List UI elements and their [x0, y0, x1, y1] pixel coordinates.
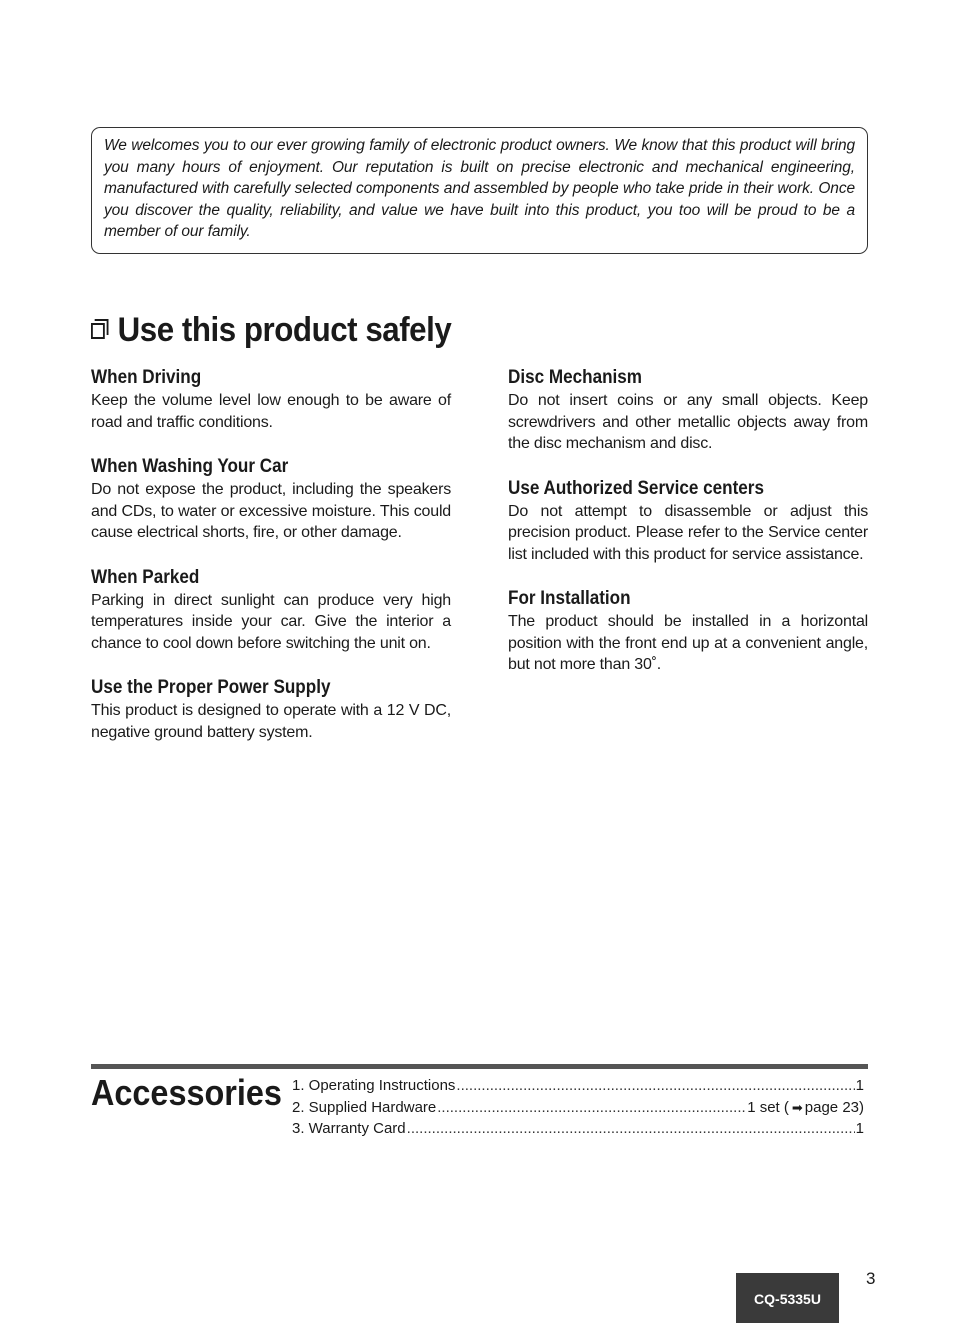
accessory-qty: 1	[855, 1120, 864, 1137]
accessory-label: 3. Warranty Card	[292, 1120, 406, 1137]
safety-item-body: Do not expose the product, including the speakers and CDs, to water or excessive moisture. This could cause electrical shorts, fire, or other damage.	[91, 481, 451, 541]
safety-item-body: The product should be installed in a horizontal position with the front end up at a convenient angle, but not more than 30˚.	[508, 613, 868, 673]
safety-item-heading: When Parked	[91, 566, 200, 588]
accessory-qty: 1 set (	[747, 1098, 789, 1116]
page-number: 3	[866, 1269, 876, 1288]
safety-item	[508, 476, 868, 566]
safety-item-body: Do not insert coins or any small objects. Keep screwdrivers and other metallic objects away from the disc mechanism and disc.	[508, 392, 868, 452]
leader-dots	[437, 1097, 746, 1119]
safety-item-heading: Disc Mechanism	[508, 367, 643, 388]
accessory-item	[292, 1118, 864, 1140]
safety-column-left	[91, 365, 451, 764]
accessories-list	[292, 1075, 864, 1140]
accessory-page-ref: page 23)	[804, 1098, 864, 1116]
safety-item-heading: Use Authorized Service centers	[508, 477, 764, 499]
safety-item-body: Keep the volume level low enough to be aware of road and traffic conditions.	[91, 392, 451, 431]
leader-dots	[456, 1075, 854, 1097]
safety-item-heading: Use the Proper Power Supply	[91, 677, 331, 698]
accessories-divider	[91, 1064, 868, 1069]
accessories-title: Accessories	[91, 1072, 282, 1113]
accessory-qty: 1	[855, 1077, 864, 1094]
accessory-item	[292, 1075, 864, 1097]
section-title-text: Use this product safely	[117, 311, 452, 349]
safety-item	[91, 454, 451, 544]
section-title	[91, 308, 451, 352]
welcome-box	[91, 127, 868, 254]
safety-item	[508, 586, 868, 676]
model-label: CQ-5335U	[754, 1291, 821, 1307]
safety-item-body: Parking in direct sunlight can produce very high temperatures inside your car. Give the interior a chance to cool down before switching the unit on.	[91, 591, 451, 652]
safety-item-body: Do not attempt to disassemble or adjust this precision product. Please refer to the Service center list included with this product for service assistance.	[508, 502, 868, 563]
checkbox-icon	[91, 319, 109, 341]
arrow-right-icon: ➡	[791, 1099, 803, 1115]
safety-item	[508, 365, 868, 455]
safety-item-heading: For Installation	[508, 588, 631, 609]
safety-item-heading: When Washing Your Car	[91, 456, 289, 477]
accessory-item	[292, 1097, 864, 1119]
model-badge	[736, 1273, 839, 1323]
safety-item-body: This product is designed to operate with a 12 V DC, negative ground battery system.	[91, 702, 451, 741]
accessory-label: 1. Operating Instructions	[292, 1077, 456, 1094]
safety-item	[91, 675, 451, 743]
safety-item	[91, 365, 451, 433]
accessory-label: 2. Supplied Hardware	[292, 1098, 437, 1116]
safety-column-right	[508, 365, 868, 697]
leader-dots	[407, 1118, 855, 1140]
safety-item	[91, 565, 451, 655]
welcome-text: We welcomes you to our ever growing family of electronic product owners. We know that this product will bring you many hours of enjoyment. Our reputation is built on precise electronic and mechanical engineering, manufactured with carefully selected components and assembled by people who take pride in their work. Once you discover the quality, reliability, and value we have built into this product, you too will be proud to be a member of our family.	[104, 137, 855, 240]
safety-item-heading: When Driving	[91, 367, 202, 388]
